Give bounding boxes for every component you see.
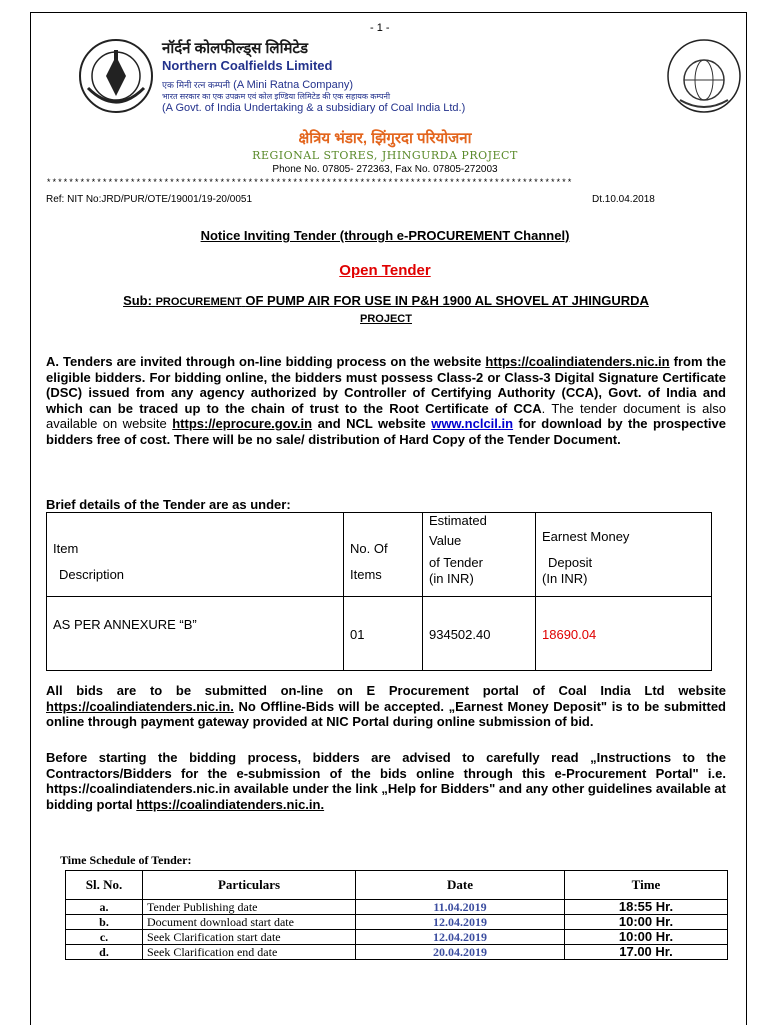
ncl-website-link[interactable]: www.nclcil.in: [431, 416, 514, 431]
schedule-header-sl: Sl. No.: [66, 871, 143, 900]
paragraph-bids: All bids are to be submitted on-line on E Procurement portal of Coal India Ltd website https://coalindiatenders.nic.in. No Offline-Bids will be accepted. „Earnest Money Deposit" is to be submitted online through payment gateway provided at NIC Portal during online submission of bid.: [46, 683, 726, 729]
govt-line: (A Govt. of India Undertaking & a subsidiary of Coal India Ltd.): [162, 102, 466, 114]
header-no-items: No. Of Items: [344, 513, 423, 597]
phone-fax: Phone No. 07805- 272363, Fax No. 07805-272003: [272, 164, 498, 175]
table-row: a. Tender Publishing date 11.04.2019 18:55 Hr.: [66, 900, 728, 915]
ncl-logo-icon: [78, 38, 154, 114]
project-name: REGIONAL STORES, JHINGURDA PROJECT: [252, 149, 518, 162]
schedule-header-particulars: Particulars: [143, 871, 356, 900]
org-name: Northern Coalfields Limited: [162, 58, 333, 73]
schedule-table: [65, 870, 728, 960]
mini-ratna-line: एक मिनी रत्न कम्पनी (A Mini Ratna Company): [162, 79, 353, 91]
row-emd: 18690.04: [536, 597, 712, 671]
coalindia-tenders-link-3[interactable]: https://coalindiatenders.nic.in.: [136, 796, 325, 812]
schedule-header-time: Time: [565, 871, 728, 900]
eprocure-link[interactable]: https://eprocure.gov.in: [172, 416, 313, 431]
global-compact-logo-icon: [666, 38, 742, 114]
page-number: - 1 -: [370, 22, 390, 34]
paragraph-before: Before starting the bidding process, bidders are advised to carefully read „Instructions to the Contractors/Bidders for the e-submission of the bids online through this e-Procurement Portal" i.e. https://coalindiatenders.nic.in available under the link „Help for Bidders" and any other guidelines available at bidding portal https://coalindiatenders.nic.in.: [46, 750, 726, 812]
row-item-description: AS PER ANNEXURE “B”: [47, 597, 344, 671]
nit-title: Notice Inviting Tender (through e-PROCUREMENT Channel): [200, 228, 570, 243]
header-estimated-value: Estimated Value of Tender (in INR): [423, 513, 536, 597]
document-date: Dt.10.04.2018: [592, 194, 655, 205]
reference-number: Ref: NIT No:JRD/PUR/OTE/19001/19-20/0051: [46, 194, 253, 205]
table-row: b. Document download start date 12.04.2019 10:00 Hr.: [66, 915, 728, 930]
schedule-title: Time Schedule of Tender:: [60, 853, 192, 867]
tender-details-table: [46, 512, 712, 671]
coalindia-tenders-link[interactable]: https://coalindiatenders.nic.in: [485, 354, 670, 369]
org-name-hindi: नॉर्दर्न कोलफील्ड्स लिमिटेड: [162, 40, 309, 57]
header-item: Item Description: [47, 513, 344, 597]
brief-details-title: Brief details of the Tender are as under:: [46, 497, 291, 512]
header-emd: Earnest Money Deposit (In INR): [536, 513, 712, 597]
govt-hindi-line: भारत सरकार का एक उपक्रम एवं कोल इण्डिया लिमिटेड की एक सहायक कम्पनी: [162, 92, 391, 101]
subject: Sub: PROCUREMENT OF PUMP AIR FOR USE IN P&H 1900 AL SHOVEL AT JHINGURDA PROJECT: [123, 293, 649, 325]
paragraph-a: A. Tenders are invited through on-line bidding process on the website https://coalindiatenders.nic.in from the eligible bidders. For bidding online, the bidders must possess Class-2 or Class-3 Digital Signature Certificate (DSC) issued from any agency authorized by Controller of Certifying Authority (CCA), Govt. of India and which can be traced up to the chain of trust to the Root Certificate of CCA. The tender document is also available on website https://eprocure.gov.in and NCL website www.nclcil.in for download by the prospective bidders free of cost. There will be no sale/ distribution of Hard Copy of the Tender Document.: [46, 354, 727, 447]
schedule-header-date: Date: [356, 871, 565, 900]
open-tender-title: Open Tender: [339, 262, 431, 279]
table-row: d. Seek Clarification end date 20.04.2019 17.00 Hr.: [66, 945, 728, 960]
table-row: c. Seek Clarification start date 12.04.2019 10:00 Hr.: [66, 930, 728, 945]
row-estimated-value: 934502.40: [423, 597, 536, 671]
project-name-hindi: क्षेत्रिय भंडार, झिंगुरदा परियोजना: [298, 130, 472, 147]
separator-stars: **********************************************************************************************: [46, 178, 573, 188]
coalindia-tenders-link-2[interactable]: https://coalindiatenders.nic.in.: [46, 698, 234, 714]
row-no-items: 01: [344, 597, 423, 671]
